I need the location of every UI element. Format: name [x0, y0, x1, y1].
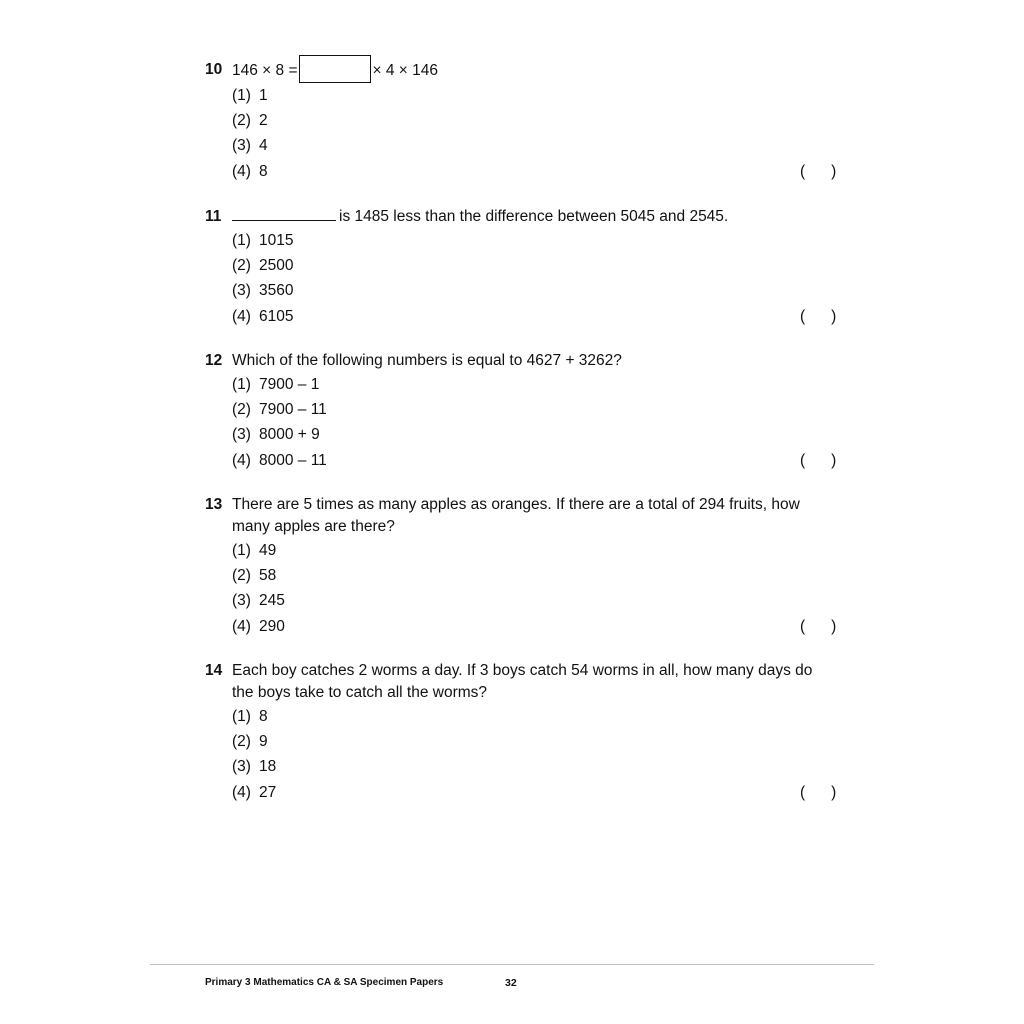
option-value: 1: [259, 86, 268, 104]
option-value: 245: [259, 592, 285, 610]
option-label: (3): [232, 426, 251, 444]
option-value: 8: [259, 707, 268, 725]
option-2: [232, 563, 825, 588]
question-number: 11: [205, 208, 222, 225]
option-label: (2): [232, 566, 251, 584]
option-2: [232, 108, 825, 133]
answer-bracket[interactable]: [800, 448, 836, 473]
answer-bracket[interactable]: [800, 159, 836, 184]
question-text: There are 5 times as many apples as oranges. If there are a total of 294 fruits, how many apples are there?: [232, 496, 800, 535]
option-value: 9: [259, 732, 268, 750]
question-stem: [205, 206, 825, 228]
question-number: 14: [205, 662, 223, 679]
option-label: (2): [232, 732, 251, 750]
option-value: 2: [259, 111, 268, 129]
option-1: [232, 228, 825, 253]
bracket-open: (: [800, 307, 806, 325]
option-list: [232, 83, 837, 184]
option-4: [232, 780, 837, 805]
question-13: [205, 494, 837, 639]
option-3: [232, 134, 825, 159]
option-label: (1): [232, 541, 251, 559]
option-1: [232, 83, 825, 108]
option-1: [232, 538, 825, 563]
bracket-close: ): [831, 451, 837, 469]
option-value: 8: [259, 162, 268, 180]
option-2: [232, 729, 825, 754]
bracket-close: ): [831, 783, 837, 801]
option-label: (4): [232, 783, 251, 801]
option-label: (1): [232, 375, 251, 393]
bracket-open: (: [800, 617, 806, 635]
option-label: (2): [232, 256, 251, 274]
bracket-open: (: [800, 162, 806, 180]
option-value: 1015: [259, 231, 294, 249]
question-number: 12: [205, 352, 223, 369]
option-label: (4): [232, 617, 251, 635]
question-14: [205, 660, 837, 805]
question-12: [205, 350, 837, 473]
answer-bracket[interactable]: [800, 304, 836, 329]
option-label: (2): [232, 111, 251, 129]
bracket-close: ): [831, 617, 837, 635]
option-value: 49: [259, 541, 277, 559]
answer-blank[interactable]: [232, 206, 336, 221]
option-value: 290: [259, 617, 285, 635]
option-value: 7900 – 11: [259, 400, 327, 418]
question-text: [232, 206, 825, 228]
footer-title: Primary 3 Mathematics CA & SA Specimen Papers: [205, 977, 444, 988]
option-list: [232, 372, 837, 473]
option-4: [232, 304, 837, 329]
option-value: 18: [259, 758, 277, 776]
page-number: 32: [505, 977, 517, 989]
question-text: Which of the following numbers is equal to 4627 + 3262?: [232, 352, 622, 369]
answer-box[interactable]: [299, 55, 371, 83]
option-value: 8000 + 9: [259, 426, 320, 444]
question-text: [232, 59, 825, 83]
option-label: (3): [232, 592, 251, 610]
option-2: [232, 397, 825, 422]
option-value: 3560: [259, 282, 294, 300]
option-value: 6105: [259, 307, 294, 325]
option-3: [232, 589, 825, 614]
footer-divider: [150, 964, 874, 965]
option-3: [232, 423, 825, 448]
equation-left: 146 × 8 =: [232, 62, 298, 80]
answer-bracket[interactable]: [800, 614, 836, 639]
option-value: 2500: [259, 256, 294, 274]
option-label: (1): [232, 86, 251, 104]
option-3: [232, 279, 825, 304]
option-value: 58: [259, 566, 277, 584]
question-stem: [205, 494, 825, 538]
option-1: [232, 372, 825, 397]
question-text-body: is 1485 less than the difference between 5045 and 2545.: [339, 208, 729, 225]
option-label: (2): [232, 400, 251, 418]
option-value: 27: [259, 783, 277, 801]
question-10: [205, 59, 837, 184]
question-11: [205, 206, 837, 329]
question-stem: [205, 59, 825, 83]
bracket-close: ): [831, 307, 837, 325]
question-stem: [205, 660, 825, 704]
option-4: [232, 159, 837, 184]
question-stem: [205, 350, 825, 372]
option-label: (1): [232, 707, 251, 725]
option-list: [232, 228, 837, 329]
bracket-open: (: [800, 451, 806, 469]
option-2: [232, 253, 825, 278]
question-number: 13: [205, 496, 223, 513]
option-label: (4): [232, 307, 251, 325]
question-number: 10: [205, 61, 223, 78]
answer-bracket[interactable]: [800, 780, 836, 805]
option-label: (3): [232, 282, 251, 300]
option-label: (3): [232, 758, 251, 776]
option-4: [232, 614, 837, 639]
equation-right: × 4 × 146: [372, 62, 439, 80]
question-text: Each boy catches 2 worms a day. If 3 boys catch 54 worms in all, how many days do the boys take to catch all the worms?: [232, 662, 813, 701]
option-label: (4): [232, 162, 251, 180]
option-value: 4: [259, 137, 268, 155]
option-1: [232, 704, 825, 729]
option-list: [232, 538, 837, 639]
option-4: [232, 448, 837, 473]
option-list: [232, 704, 837, 805]
option-value: 8000 – 11: [259, 451, 327, 469]
bracket-close: ): [831, 162, 837, 180]
option-value: 7900 – 1: [259, 375, 320, 393]
option-label: (1): [232, 231, 251, 249]
option-3: [232, 755, 825, 780]
option-label: (3): [232, 137, 251, 155]
bracket-open: (: [800, 783, 806, 801]
option-label: (4): [232, 451, 251, 469]
